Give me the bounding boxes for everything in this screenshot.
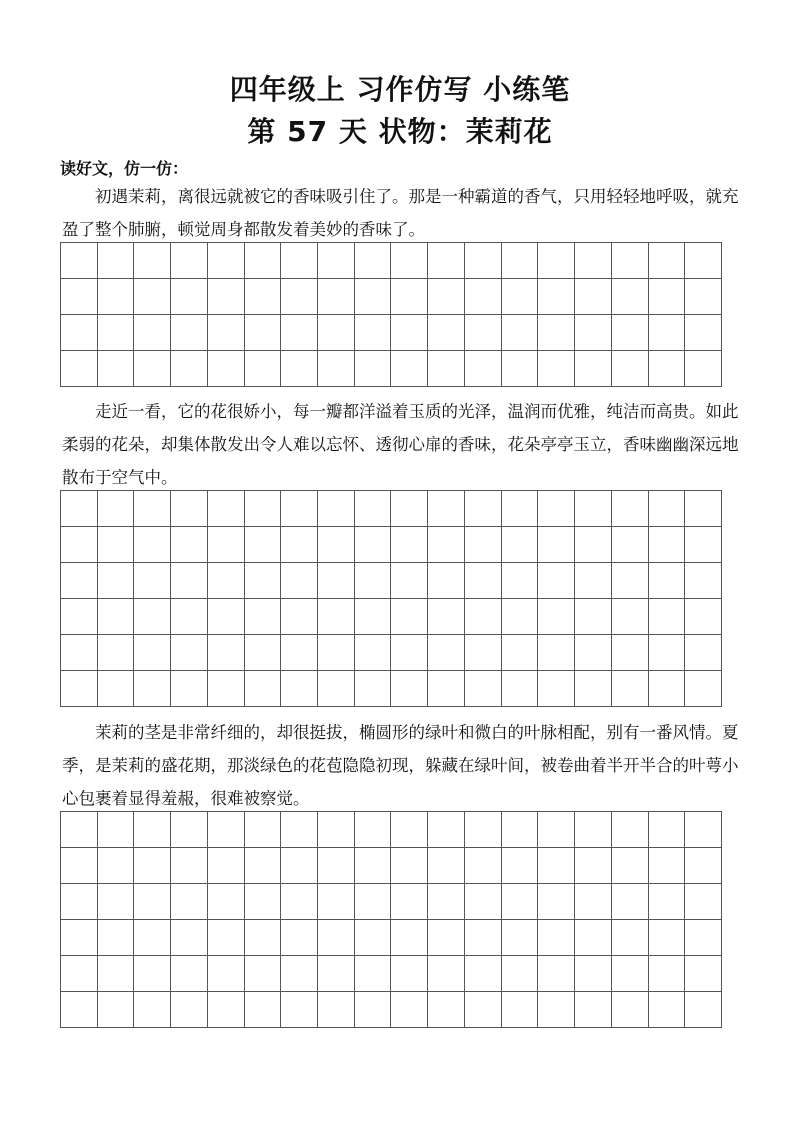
grid-cell[interactable]: [612, 279, 649, 315]
grid-cell[interactable]: [391, 279, 428, 315]
grid-cell[interactable]: [428, 956, 465, 992]
grid-cell[interactable]: [391, 884, 428, 920]
grid-cell[interactable]: [575, 671, 612, 707]
grid-cell[interactable]: [98, 491, 135, 527]
grid-cell[interactable]: [318, 992, 355, 1028]
grid-cell[interactable]: [61, 920, 98, 956]
grid-cell[interactable]: [98, 351, 135, 387]
grid-cell[interactable]: [208, 599, 245, 635]
grid-cell[interactable]: [465, 635, 502, 671]
grid-cell[interactable]: [208, 812, 245, 848]
worksheet-subtitle: 第 57 天 状物：茉莉花: [247, 115, 553, 148]
grid-cell[interactable]: [61, 599, 98, 635]
grid-cell[interactable]: [281, 992, 318, 1028]
grid-cell[interactable]: [134, 243, 171, 279]
writing-grid-1[interactable]: [60, 242, 722, 387]
grid-cell[interactable]: [612, 527, 649, 563]
grid-cell[interactable]: [502, 671, 539, 707]
grid-cell[interactable]: [318, 884, 355, 920]
grid-cell[interactable]: [61, 635, 98, 671]
grid-cell[interactable]: [61, 563, 98, 599]
grid-cell[interactable]: [428, 279, 465, 315]
grid-cell[interactable]: [281, 956, 318, 992]
grid-cell[interactable]: [98, 956, 135, 992]
grid-cell[interactable]: [355, 351, 392, 387]
model-paragraph-3: 茉莉的茎是非常纤细的，却很挺拔，椭圆形的绿叶和微白的叶脉相配，别有一番风情。夏季，是茉莉的盛花期，那淡绿色的花苞隐隐初现，躲藏在绿叶间，被卷曲着半开半合的叶萼小心包裹着显得羞赧，很难被察觉。: [62, 723, 739, 808]
grid-cell[interactable]: [502, 920, 539, 956]
grid-cell[interactable]: [98, 599, 135, 635]
grid-cell[interactable]: [575, 315, 612, 351]
grid-cell[interactable]: [318, 315, 355, 351]
grid-cell[interactable]: [391, 351, 428, 387]
grid-cell[interactable]: [428, 992, 465, 1028]
grid-cell[interactable]: [538, 279, 575, 315]
grid-cell[interactable]: [61, 351, 98, 387]
grid-cell[interactable]: [428, 527, 465, 563]
grid-cell[interactable]: [245, 671, 282, 707]
grid-cell[interactable]: [171, 563, 208, 599]
grid-cell[interactable]: [245, 812, 282, 848]
grid-cell[interactable]: [575, 848, 612, 884]
grid-cell[interactable]: [98, 563, 135, 599]
grid-cell[interactable]: [245, 599, 282, 635]
grid-cell[interactable]: [538, 599, 575, 635]
grid-cell[interactable]: [612, 884, 649, 920]
grid-cell[interactable]: [391, 812, 428, 848]
grid-cell[interactable]: [391, 527, 428, 563]
grid-cell[interactable]: [134, 527, 171, 563]
grid-cell[interactable]: [612, 992, 649, 1028]
grid-cell[interactable]: [281, 884, 318, 920]
grid-cell[interactable]: [134, 315, 171, 351]
grid-cell[interactable]: [208, 992, 245, 1028]
grid-cell[interactable]: [538, 243, 575, 279]
grid-cell[interactable]: [355, 635, 392, 671]
grid-cell[interactable]: [685, 671, 722, 707]
grid-cell[interactable]: [612, 351, 649, 387]
grid-cell[interactable]: [612, 812, 649, 848]
grid-cell[interactable]: [208, 956, 245, 992]
grid-cell[interactable]: [612, 491, 649, 527]
grid-cell[interactable]: [281, 920, 318, 956]
grid-cell[interactable]: [538, 812, 575, 848]
grid-cell[interactable]: [502, 279, 539, 315]
grid-cell[interactable]: [98, 527, 135, 563]
grid-cell[interactable]: [575, 920, 612, 956]
grid-cell[interactable]: [281, 243, 318, 279]
grid-cell[interactable]: [134, 351, 171, 387]
grid-cell[interactable]: [612, 956, 649, 992]
grid-cell[interactable]: [428, 812, 465, 848]
grid-cell[interactable]: [134, 920, 171, 956]
grid-cell[interactable]: [281, 315, 318, 351]
grid-cell[interactable]: [61, 956, 98, 992]
grid-cell[interactable]: [391, 635, 428, 671]
grid-cell[interactable]: [355, 812, 392, 848]
grid-cell[interactable]: [134, 671, 171, 707]
grid-cell[interactable]: [318, 243, 355, 279]
grid-cell[interactable]: [355, 315, 392, 351]
grid-cell[interactable]: [391, 848, 428, 884]
grid-cell[interactable]: [685, 599, 722, 635]
grid-cell[interactable]: [575, 599, 612, 635]
grid-cell[interactable]: [208, 491, 245, 527]
grid-cell[interactable]: [171, 491, 208, 527]
grid-cell[interactable]: [245, 351, 282, 387]
grid-cell[interactable]: [171, 635, 208, 671]
grid-cell[interactable]: [318, 956, 355, 992]
grid-cell[interactable]: [685, 315, 722, 351]
grid-cell[interactable]: [428, 920, 465, 956]
grid-cell[interactable]: [171, 884, 208, 920]
grid-cell[interactable]: [355, 491, 392, 527]
grid-cell[interactable]: [465, 956, 502, 992]
grid-cell[interactable]: [612, 563, 649, 599]
grid-cell[interactable]: [281, 671, 318, 707]
grid-cell[interactable]: [465, 491, 502, 527]
grid-cell[interactable]: [134, 563, 171, 599]
grid-cell[interactable]: [649, 920, 686, 956]
grid-cell[interactable]: [391, 599, 428, 635]
grid-cell[interactable]: [649, 992, 686, 1028]
grid-cell[interactable]: [465, 848, 502, 884]
grid-cell[interactable]: [465, 351, 502, 387]
grid-cell[interactable]: [612, 671, 649, 707]
grid-cell[interactable]: [649, 812, 686, 848]
grid-cell[interactable]: [98, 635, 135, 671]
grid-cell[interactable]: [465, 599, 502, 635]
grid-cell[interactable]: [355, 848, 392, 884]
grid-cell[interactable]: [502, 315, 539, 351]
grid-cell[interactable]: [538, 848, 575, 884]
grid-cell[interactable]: [281, 351, 318, 387]
grid-cell[interactable]: [61, 491, 98, 527]
grid-cell[interactable]: [98, 671, 135, 707]
grid-cell[interactable]: [355, 671, 392, 707]
grid-cell[interactable]: [208, 920, 245, 956]
grid-cell[interactable]: [575, 956, 612, 992]
grid-cell[interactable]: [134, 491, 171, 527]
grid-cell[interactable]: [98, 812, 135, 848]
grid-cell[interactable]: [538, 351, 575, 387]
grid-cell[interactable]: [355, 563, 392, 599]
grid-cell[interactable]: [281, 635, 318, 671]
grid-cell[interactable]: [61, 279, 98, 315]
grid-cell[interactable]: [649, 491, 686, 527]
model-paragraph-2: 走近一看，它的花很娇小，每一瓣都洋溢着玉质的光泽，温润而优雅，纯洁而高贵。如此柔弱的花朵，却集体散发出令人难以忘怀、透彻心扉的香味，花朵亭亭玉立，香味幽幽深远地散布于空气中。: [62, 402, 739, 487]
grid-cell[interactable]: [685, 812, 722, 848]
grid-cell[interactable]: [575, 563, 612, 599]
grid-cell[interactable]: [355, 884, 392, 920]
grid-cell[interactable]: [281, 491, 318, 527]
grid-cell[interactable]: [245, 956, 282, 992]
grid-cell[interactable]: [538, 992, 575, 1028]
grid-cell[interactable]: [685, 635, 722, 671]
grid-cell[interactable]: [465, 671, 502, 707]
grid-cell[interactable]: [538, 315, 575, 351]
grid-cell[interactable]: [98, 848, 135, 884]
grid-cell[interactable]: [208, 351, 245, 387]
grid-cell[interactable]: [318, 848, 355, 884]
grid-cell[interactable]: [575, 279, 612, 315]
grid-cell[interactable]: [612, 599, 649, 635]
grid-cell[interactable]: [318, 671, 355, 707]
grid-cell[interactable]: [502, 491, 539, 527]
grid-cell[interactable]: [281, 279, 318, 315]
grid-cell[interactable]: [61, 812, 98, 848]
grid-cell[interactable]: [685, 563, 722, 599]
grid-cell[interactable]: [649, 351, 686, 387]
grid-cell[interactable]: [208, 563, 245, 599]
grid-cell[interactable]: [649, 563, 686, 599]
grid-cell[interactable]: [465, 527, 502, 563]
grid-cell[interactable]: [318, 920, 355, 956]
grid-cell[interactable]: [612, 635, 649, 671]
grid-cell[interactable]: [649, 671, 686, 707]
grid-cell[interactable]: [355, 279, 392, 315]
grid-cell[interactable]: [98, 315, 135, 351]
grid-cell[interactable]: [649, 956, 686, 992]
grid-cell[interactable]: [465, 315, 502, 351]
grid-cell[interactable]: [685, 527, 722, 563]
grid-cell[interactable]: [465, 812, 502, 848]
grid-cell[interactable]: [171, 812, 208, 848]
grid-cell[interactable]: [502, 563, 539, 599]
grid-cell[interactable]: [134, 884, 171, 920]
grid-cell[interactable]: [575, 351, 612, 387]
grid-cell[interactable]: [61, 992, 98, 1028]
grid-cell[interactable]: [465, 884, 502, 920]
grid-cell[interactable]: [134, 812, 171, 848]
grid-cell[interactable]: [575, 491, 612, 527]
grid-cell[interactable]: [575, 992, 612, 1028]
grid-cell[interactable]: [61, 848, 98, 884]
grid-cell[interactable]: [502, 992, 539, 1028]
grid-cell[interactable]: [245, 920, 282, 956]
grid-cell[interactable]: [428, 351, 465, 387]
grid-cell[interactable]: [171, 279, 208, 315]
grid-cell[interactable]: [208, 279, 245, 315]
grid-cell[interactable]: [391, 920, 428, 956]
grid-cell[interactable]: [428, 563, 465, 599]
grid-cell[interactable]: [502, 527, 539, 563]
grid-cell[interactable]: [428, 848, 465, 884]
grid-cell[interactable]: [98, 279, 135, 315]
grid-cell[interactable]: [391, 992, 428, 1028]
grid-cell[interactable]: [245, 563, 282, 599]
grid-cell[interactable]: [245, 635, 282, 671]
grid-cell[interactable]: [391, 315, 428, 351]
grid-cell[interactable]: [428, 884, 465, 920]
grid-cell[interactable]: [391, 243, 428, 279]
grid-cell[interactable]: [538, 671, 575, 707]
grid-cell[interactable]: [612, 848, 649, 884]
grid-cell[interactable]: [465, 920, 502, 956]
grid-cell[interactable]: [685, 351, 722, 387]
grid-cell[interactable]: [685, 243, 722, 279]
grid-cell[interactable]: [281, 527, 318, 563]
grid-cell[interactable]: [685, 956, 722, 992]
grid-cell[interactable]: [245, 527, 282, 563]
grid-cell[interactable]: [685, 884, 722, 920]
grid-cell[interactable]: [649, 884, 686, 920]
grid-cell[interactable]: [318, 635, 355, 671]
grid-cell[interactable]: [575, 884, 612, 920]
grid-cell[interactable]: [502, 599, 539, 635]
grid-cell[interactable]: [281, 848, 318, 884]
grid-cell[interactable]: [649, 599, 686, 635]
grid-cell[interactable]: [649, 635, 686, 671]
grid-cell[interactable]: [318, 279, 355, 315]
grid-cell[interactable]: [649, 848, 686, 884]
grid-cell[interactable]: [245, 243, 282, 279]
grid-cell[interactable]: [245, 315, 282, 351]
grid-cell[interactable]: [465, 243, 502, 279]
grid-cell[interactable]: [318, 563, 355, 599]
grid-cell[interactable]: [391, 563, 428, 599]
grid-cell[interactable]: [575, 812, 612, 848]
grid-cell[interactable]: [208, 243, 245, 279]
grid-cell[interactable]: [538, 884, 575, 920]
grid-cell[interactable]: [612, 243, 649, 279]
grid-cell[interactable]: [171, 315, 208, 351]
grid-cell[interactable]: [649, 315, 686, 351]
grid-cell[interactable]: [281, 599, 318, 635]
grid-cell[interactable]: [465, 992, 502, 1028]
grid-cell[interactable]: [171, 351, 208, 387]
grid-cell[interactable]: [245, 884, 282, 920]
grid-cell[interactable]: [502, 956, 539, 992]
grid-cell[interactable]: [318, 491, 355, 527]
grid-cell[interactable]: [538, 563, 575, 599]
grid-cell[interactable]: [208, 671, 245, 707]
grid-cell[interactable]: [98, 992, 135, 1028]
grid-cell[interactable]: [538, 491, 575, 527]
grid-cell[interactable]: [171, 848, 208, 884]
instruction-heading: 读好文，仿一仿：: [60, 159, 189, 178]
grid-cell[interactable]: [355, 599, 392, 635]
grid-cell[interactable]: [502, 351, 539, 387]
grid-cell[interactable]: [649, 527, 686, 563]
grid-cell[interactable]: [98, 920, 135, 956]
grid-cell[interactable]: [208, 315, 245, 351]
grid-cell[interactable]: [61, 884, 98, 920]
grid-cell[interactable]: [428, 491, 465, 527]
grid-cell[interactable]: [355, 527, 392, 563]
grid-cell[interactable]: [612, 315, 649, 351]
grid-cell[interactable]: [318, 527, 355, 563]
grid-cell[interactable]: [98, 884, 135, 920]
grid-cell[interactable]: [612, 920, 649, 956]
grid-cell[interactable]: [98, 243, 135, 279]
grid-cell[interactable]: [171, 920, 208, 956]
grid-cell[interactable]: [318, 812, 355, 848]
grid-cell[interactable]: [428, 671, 465, 707]
grid-cell[interactable]: [318, 599, 355, 635]
grid-cell[interactable]: [355, 992, 392, 1028]
grid-cell[interactable]: [428, 243, 465, 279]
grid-cell[interactable]: [281, 812, 318, 848]
grid-cell[interactable]: [685, 279, 722, 315]
grid-cell[interactable]: [171, 243, 208, 279]
grid-cell[interactable]: [171, 599, 208, 635]
grid-cell[interactable]: [134, 848, 171, 884]
grid-cell[interactable]: [245, 279, 282, 315]
grid-cell[interactable]: [208, 884, 245, 920]
grid-cell[interactable]: [245, 848, 282, 884]
grid-cell[interactable]: [171, 527, 208, 563]
grid-cell[interactable]: [61, 527, 98, 563]
grid-cell[interactable]: [171, 992, 208, 1028]
grid-cell[interactable]: [61, 315, 98, 351]
grid-cell[interactable]: [502, 812, 539, 848]
grid-cell[interactable]: [355, 920, 392, 956]
grid-cell[interactable]: [391, 671, 428, 707]
grid-cell[interactable]: [134, 599, 171, 635]
grid-cell[interactable]: [538, 635, 575, 671]
grid-cell[interactable]: [318, 351, 355, 387]
grid-cell[interactable]: [355, 956, 392, 992]
grid-cell[interactable]: [685, 491, 722, 527]
grid-cell[interactable]: [502, 243, 539, 279]
grid-cell[interactable]: [134, 279, 171, 315]
grid-cell[interactable]: [245, 491, 282, 527]
grid-cell[interactable]: [685, 920, 722, 956]
grid-cell[interactable]: [685, 848, 722, 884]
grid-cell[interactable]: [134, 992, 171, 1028]
grid-cell[interactable]: [538, 527, 575, 563]
grid-cell[interactable]: [538, 956, 575, 992]
grid-cell[interactable]: [502, 635, 539, 671]
grid-cell[interactable]: [575, 243, 612, 279]
grid-cell[interactable]: [134, 635, 171, 671]
grid-cell[interactable]: [208, 527, 245, 563]
grid-cell[interactable]: [502, 884, 539, 920]
grid-cell[interactable]: [685, 992, 722, 1028]
grid-cell[interactable]: [465, 563, 502, 599]
grid-cell[interactable]: [208, 635, 245, 671]
grid-cell[interactable]: [575, 527, 612, 563]
grid-cell[interactable]: [465, 279, 502, 315]
grid-cell[interactable]: [61, 243, 98, 279]
writing-grid-3[interactable]: [60, 811, 722, 1028]
grid-cell[interactable]: [391, 956, 428, 992]
grid-cell[interactable]: [649, 279, 686, 315]
grid-cell[interactable]: [355, 243, 392, 279]
grid-cell[interactable]: [428, 635, 465, 671]
grid-cell[interactable]: [538, 920, 575, 956]
grid-cell[interactable]: [134, 956, 171, 992]
grid-cell[interactable]: [245, 992, 282, 1028]
model-paragraph-1: 初遇茉莉，离很远就被它的香味吸引住了。那是一种霸道的香气，只用轻轻地呼吸，就充盈了整个肺腑，顿觉周身都散发着美妙的香味了。: [62, 187, 739, 239]
writing-grid-2[interactable]: [60, 490, 722, 707]
grid-cell[interactable]: [171, 671, 208, 707]
grid-cell[interactable]: [502, 848, 539, 884]
grid-cell[interactable]: [649, 243, 686, 279]
grid-cell[interactable]: [575, 635, 612, 671]
grid-cell[interactable]: [171, 956, 208, 992]
grid-cell[interactable]: [281, 563, 318, 599]
grid-cell[interactable]: [428, 315, 465, 351]
grid-cell[interactable]: [391, 491, 428, 527]
grid-cell[interactable]: [208, 848, 245, 884]
grid-cell[interactable]: [428, 599, 465, 635]
grid-cell[interactable]: [61, 671, 98, 707]
worksheet-title: 四年级上 习作仿写 小练笔: [229, 73, 571, 106]
